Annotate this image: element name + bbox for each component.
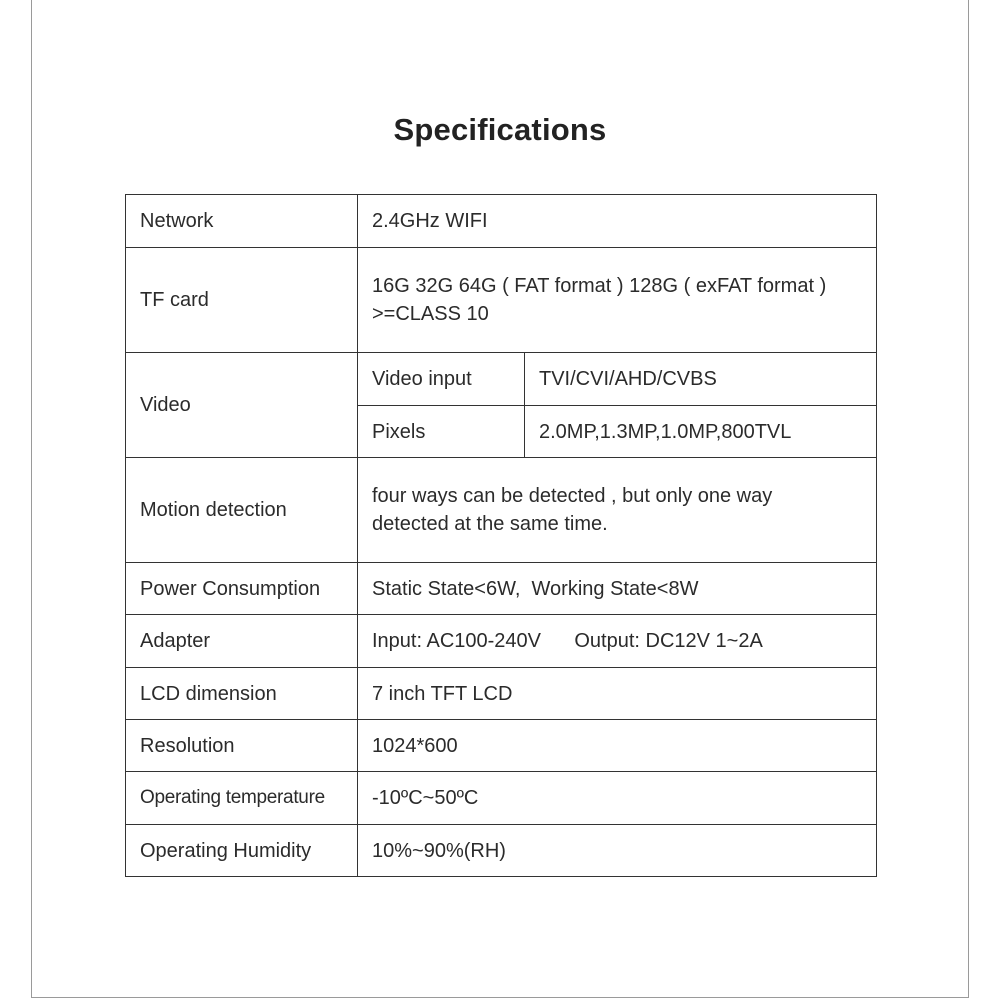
video-label: Video xyxy=(126,353,358,458)
operating-humidity-value: 10%~90%(RH) xyxy=(358,825,877,877)
operating-temperature-label: Operating temperature xyxy=(126,772,358,825)
table-row xyxy=(126,248,877,353)
table-row xyxy=(126,195,877,248)
power-consumption-label: Power Consumption xyxy=(126,563,358,615)
resolution-label: Resolution xyxy=(126,720,358,772)
tf-card-value xyxy=(358,248,877,353)
table-row xyxy=(126,668,877,720)
table-row xyxy=(126,615,877,668)
power-consumption-value: Static State<6W, Working State<8W xyxy=(358,563,877,615)
table-row xyxy=(126,772,877,825)
resolution-value: 1024*600 xyxy=(358,720,877,772)
table-row xyxy=(126,825,877,877)
video-input-label: Video input xyxy=(358,353,525,406)
lcd-dimension-label: LCD dimension xyxy=(126,668,358,720)
lcd-dimension-value: 7 inch TFT LCD xyxy=(358,668,877,720)
adapter-label: Adapter xyxy=(126,615,358,668)
tf-card-value-line: 16G 32G 64G ( FAT format ) 128G ( exFAT format ) xyxy=(372,275,827,297)
table-row xyxy=(126,720,877,772)
operating-temperature-value: -10ºC~50ºC xyxy=(358,772,877,825)
table-row xyxy=(126,458,877,563)
table-row xyxy=(126,563,877,615)
adapter-value: Input: AC100-240V Output: DC12V 1~2A xyxy=(358,615,877,668)
motion-detection-value-line: detected at the same time. xyxy=(372,513,608,535)
video-input-value: TVI/CVI/AHD/CVBS xyxy=(525,353,877,406)
tf-card-label: TF card xyxy=(126,248,358,353)
pixels-value: 2.0MP,1.3MP,1.0MP,800TVL xyxy=(525,406,877,458)
pixels-label: Pixels xyxy=(358,406,525,458)
operating-humidity-label: Operating Humidity xyxy=(126,825,358,877)
network-label: Network xyxy=(126,195,358,248)
page-title: Specifications xyxy=(393,112,607,147)
motion-detection-value-line: four ways can be detected , but only one way xyxy=(372,485,773,507)
network-value: 2.4GHz WIFI xyxy=(358,195,877,248)
specifications-table xyxy=(125,194,877,877)
tf-card-value-line: >=CLASS 10 xyxy=(372,303,489,325)
motion-detection-value xyxy=(358,458,877,563)
motion-detection-label: Motion detection xyxy=(126,458,358,563)
table-row xyxy=(126,353,877,406)
